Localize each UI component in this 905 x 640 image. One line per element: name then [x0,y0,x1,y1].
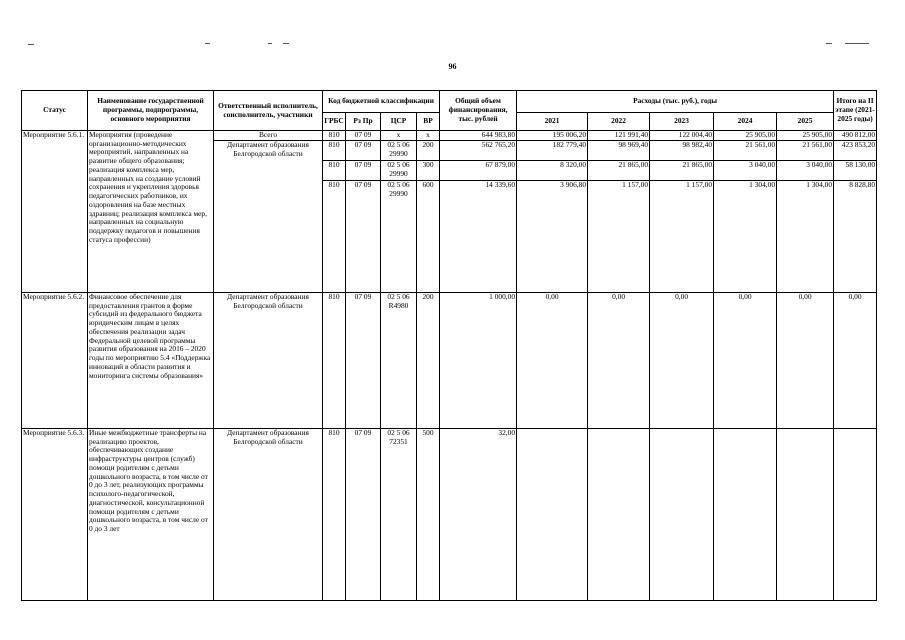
executor-cell: Всего [214,131,323,141]
csr-cell: 02 5 06 29990 [381,181,417,293]
scan-mark [28,44,34,45]
year-cell [588,429,650,601]
year-cell: 21 865,00 [650,161,714,181]
budget-table [21,90,877,601]
total-cell: 67 879,00 [440,161,517,181]
year-cell: 21 865,00 [588,161,650,181]
year-cell: 1 304,00 [714,181,777,293]
col-header-name: Наименование государственной программы, подпрограммы, основного мероприятия [88,91,214,131]
rzpr-cell: 07 09 [346,429,381,601]
rzpr-cell: 07 09 [346,181,381,293]
year-cell [650,429,714,601]
status-cell: Мероприятие 5.6.1. [22,131,88,293]
year-cell: 98 969,40 [588,141,650,161]
col-header-rzpr: Рз Пр [346,113,381,131]
year-cell: 0,00 [777,293,834,429]
year-cell: 25 905,00 [714,131,777,141]
scan-mark [283,43,289,44]
stage-total-cell: 8 828,80 [834,181,877,293]
col-header-year: 2024 [714,113,777,131]
executor-cell: Департамент образования Белгородской области [214,429,323,601]
executor-cell: Департамент образования Белгородской области [214,293,323,429]
year-cell [517,429,588,601]
header-row [22,91,877,113]
year-cell: 121 991,40 [588,131,650,141]
year-cell: 98 982,40 [650,141,714,161]
vr-cell: 200 [417,141,440,161]
scan-mark [845,43,869,44]
year-cell: 195 006,20 [517,131,588,141]
col-header-vr: ВР [417,113,440,131]
year-cell: 3 040,00 [777,161,834,181]
name-cell: Мероприятия (проведение организационно-методических мероприятий, направленных на развитие общего образования; реализация комплекса мер, направленных на создание условий сохранения и укрепления здоровья педагогических работников, их оздоровления на базе местных здравниц; реализация комплекса мер, направленных на социальную поддержку педагогов и повышения статуса профессии) [88,131,214,293]
grbs-cell: 810 [323,131,346,141]
executor-cell: Департамент образования Белгородской области [214,141,323,293]
rzpr-cell: 07 09 [346,161,381,181]
year-cell: 182 779,40 [517,141,588,161]
grbs-cell: 810 [323,429,346,601]
table-row [22,293,877,429]
col-header-csr: ЦСР [381,113,417,131]
rzpr-cell: 07 09 [346,131,381,141]
year-cell: 1 304,00 [777,181,834,293]
vr-cell: 300 [417,161,440,181]
status-cell: Мероприятие 5.6.2. [22,293,88,429]
year-cell: 3 906,80 [517,181,588,293]
table-row [22,429,877,601]
scan-mark [268,43,272,44]
scan-mark [826,43,832,44]
year-cell: 0,00 [714,293,777,429]
col-header-year: 2021 [517,113,588,131]
year-cell: 8 320,00 [517,161,588,181]
col-header-executor: Ответственный исполнитель, соисполнитель, участники [214,91,323,131]
csr-cell: 02 5 06 R4980 [381,293,417,429]
scan-mark [205,43,210,44]
page-number: 96 [448,62,457,71]
stage-total-cell: 58 130,00 [834,161,877,181]
total-cell: 644 983,80 [440,131,517,141]
col-header-status: Статус [22,91,88,131]
total-cell: 1 000,00 [440,293,517,429]
vr-cell: 200 [417,293,440,429]
year-cell [714,429,777,601]
year-cell: 3 040,00 [714,161,777,181]
stage-total-cell [834,429,877,601]
stage-total-cell: 0,00 [834,293,877,429]
col-header-stage-total: Итого на II этапе (2021-2025 годы) [834,91,877,131]
name-cell: Финансовое обеспечение для предоставления грантов в форме субсидий из федерального бюджета юридическим лицам в целях обеспечения реализации задач Федеральной целевой программы развития образования на 2016 – 2020 годы по мероприятию 5.4 «Поддержка инноваций в области развития и мониторинга системы образования» [88,293,214,429]
total-cell: 562 765,20 [440,141,517,161]
year-cell: 122 004,40 [650,131,714,141]
table-row [22,131,877,141]
grbs-cell: 810 [323,141,346,161]
col-header-year: 2025 [777,113,834,131]
year-cell [777,429,834,601]
total-cell: 32,00 [440,429,517,601]
grbs-cell: 810 [323,161,346,181]
year-cell: 21 561,00 [777,141,834,161]
year-cell: 0,00 [588,293,650,429]
col-header-year: 2023 [650,113,714,131]
year-cell: 1 157,00 [588,181,650,293]
col-header-year: 2022 [588,113,650,131]
col-header-budget-code: Код бюджетной классификации [323,91,440,113]
rzpr-cell: 07 09 [346,293,381,429]
csr-cell: 02 5 06 29990 [381,141,417,161]
csr-cell: 02 5 06 29990 [381,161,417,181]
grbs-cell: 810 [323,181,346,293]
vr-cell: x [417,131,440,141]
stage-total-cell: 423 853,20 [834,141,877,161]
vr-cell: 600 [417,181,440,293]
col-header-grbs: ГРБС [323,113,346,131]
grbs-cell: 810 [323,293,346,429]
year-cell: 1 157,00 [650,181,714,293]
stage-total-cell: 490 812,00 [834,131,877,141]
rzpr-cell: 07 09 [346,141,381,161]
year-cell: 0,00 [517,293,588,429]
year-cell: 21 561,00 [714,141,777,161]
year-cell: 25 905,00 [777,131,834,141]
status-cell: Мероприятие 5.6.3. [22,429,88,601]
csr-cell: 02 5 06 72351 [381,429,417,601]
total-cell: 14 339,60 [440,181,517,293]
year-cell: 0,00 [650,293,714,429]
name-cell: Иные межбюджетные трансферты на реализацию проектов, обеспечивающих создание инфраструктуры центров (служб) помощи родителям с детьми дошкольного возраста, в том числе от 0 до 3 лет, реализующих программы психолого-педагогической, диагностической, консультационной помощи родителям с детьми дошкольного возраста, в том числе от 0 до 3 лет [88,429,214,601]
col-header-expenses: Расходы (тыс. руб.), годы [517,91,834,113]
vr-cell: 500 [417,429,440,601]
csr-cell: x [381,131,417,141]
col-header-total: Общий объем финансирования, тыс. рублей [440,91,517,131]
